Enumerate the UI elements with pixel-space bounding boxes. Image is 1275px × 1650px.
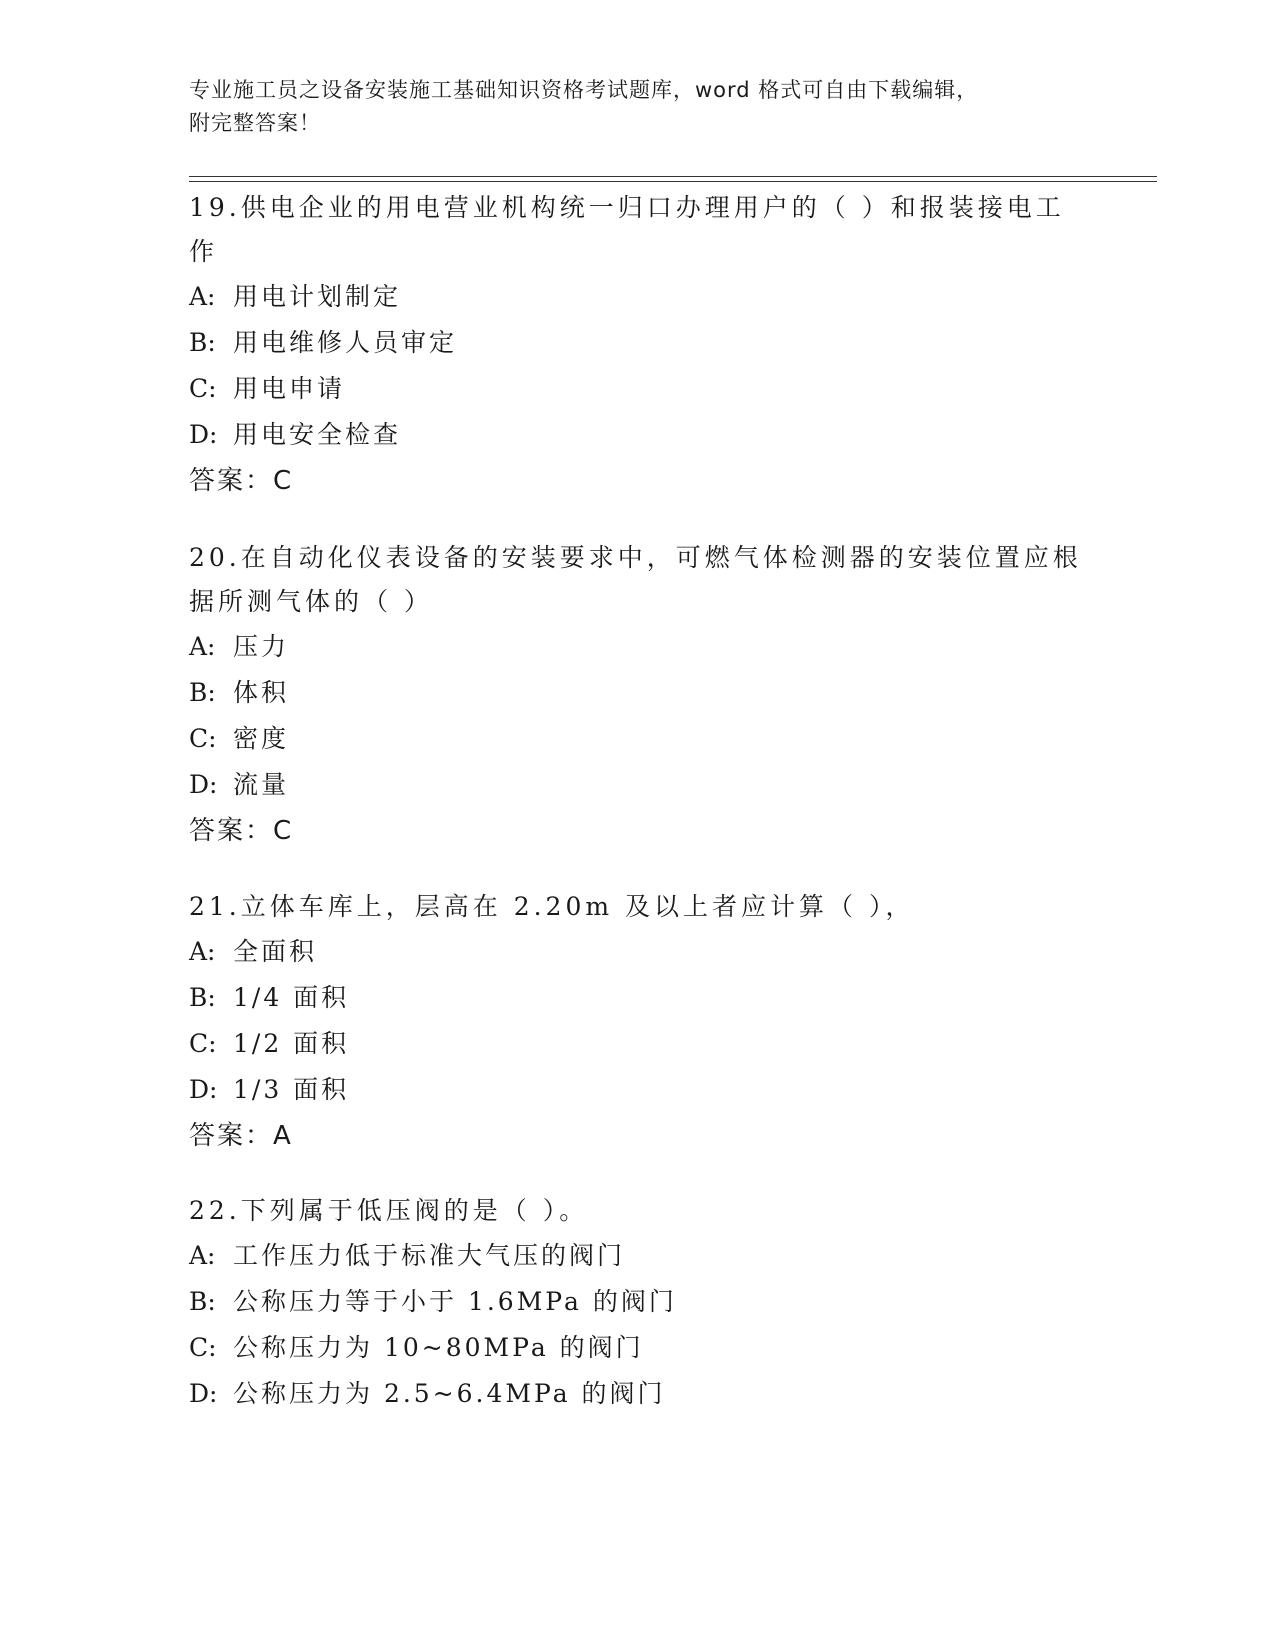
option-text: 公称压力等于小于 1.6MPa 的阀门 [233,1287,677,1316]
option-b [189,320,1089,366]
option-d [189,1371,1089,1417]
option-text: 用电申请 [233,374,346,403]
option-text: 用电维修人员审定 [233,328,458,357]
option-text: 用电计划制定 [233,282,402,311]
option-letter: C: [189,1029,217,1058]
header-divider-bottom [189,181,1157,182]
option-letter: C: [189,374,217,403]
option-text: 压力 [233,632,290,661]
option-c [189,716,1089,762]
header-line-2: 附完整答案！ [189,111,321,135]
option-c [189,366,1089,412]
option-text: 公称压力为 2.5~6.4MPa 的阀门 [233,1379,666,1408]
question-stem-line-2: 作 [189,237,219,266]
option-a [189,624,1089,670]
answer-line: 答案：C [189,816,294,846]
option-text: 1/4 面积 [233,983,350,1012]
option-text: 1/2 面积 [233,1029,350,1058]
option-letter: B: [189,983,216,1012]
option-letter: A: [189,1241,216,1270]
option-letter: D: [189,1379,218,1408]
question-stem-line-1: 21.立体车库上，层高在 2.20m 及以上者应计算（ ）， [189,892,915,921]
option-c [189,1021,1089,1067]
option-letter: C: [189,1333,217,1362]
document-header [189,74,1089,140]
question-stem-line-1: 22.下列属于低压阀的是（ ）。 [189,1196,589,1225]
option-text: 用电安全检查 [233,420,402,449]
option-c [189,1325,1089,1371]
option-letter: D: [189,420,218,449]
option-text: 体积 [233,678,290,707]
option-d [189,762,1089,808]
header-divider-top [189,176,1157,177]
option-letter: C: [189,724,217,753]
option-letter: B: [189,328,216,357]
option-a [189,929,1089,975]
option-text: 1/3 面积 [233,1075,350,1104]
question-20 [189,536,1089,854]
option-text: 公称压力为 10~80MPa 的阀门 [233,1333,644,1362]
option-b [189,975,1089,1021]
option-d [189,412,1089,458]
option-text: 密度 [233,724,290,753]
question-stem-line-1: 19.供电企业的用电营业机构统一归口办理用户的（ ）和报装接电工 [189,193,1065,222]
header-line-1: 专业施工员之设备安装施工基础知识资格考试题库，word 格式可自由下载编辑， [189,78,979,102]
option-letter: A: [189,282,216,311]
option-a [189,1233,1089,1279]
question-stem-line-2: 据所测气体的（ ） [189,587,433,616]
option-text: 全面积 [233,937,318,966]
option-b [189,1279,1089,1325]
option-letter: A: [189,632,216,661]
option-letter: A: [189,937,216,966]
option-letter: D: [189,770,218,799]
question-22 [189,1189,1089,1417]
option-b [189,670,1089,716]
option-d [189,1067,1089,1113]
option-letter: D: [189,1075,218,1104]
answer-line: 答案：C [189,466,294,496]
option-letter: B: [189,678,216,707]
option-a [189,274,1089,320]
option-text: 工作压力低于标准大气压的阀门 [233,1241,626,1270]
option-letter: B: [189,1287,216,1316]
question-stem-line-1: 20.在自动化仪表设备的安装要求中，可燃气体检测器的安装位置应根 [189,543,1082,572]
question-19 [189,186,1089,504]
answer-line: 答案：A [189,1121,293,1151]
question-21 [189,885,1089,1159]
option-text: 流量 [233,770,290,799]
